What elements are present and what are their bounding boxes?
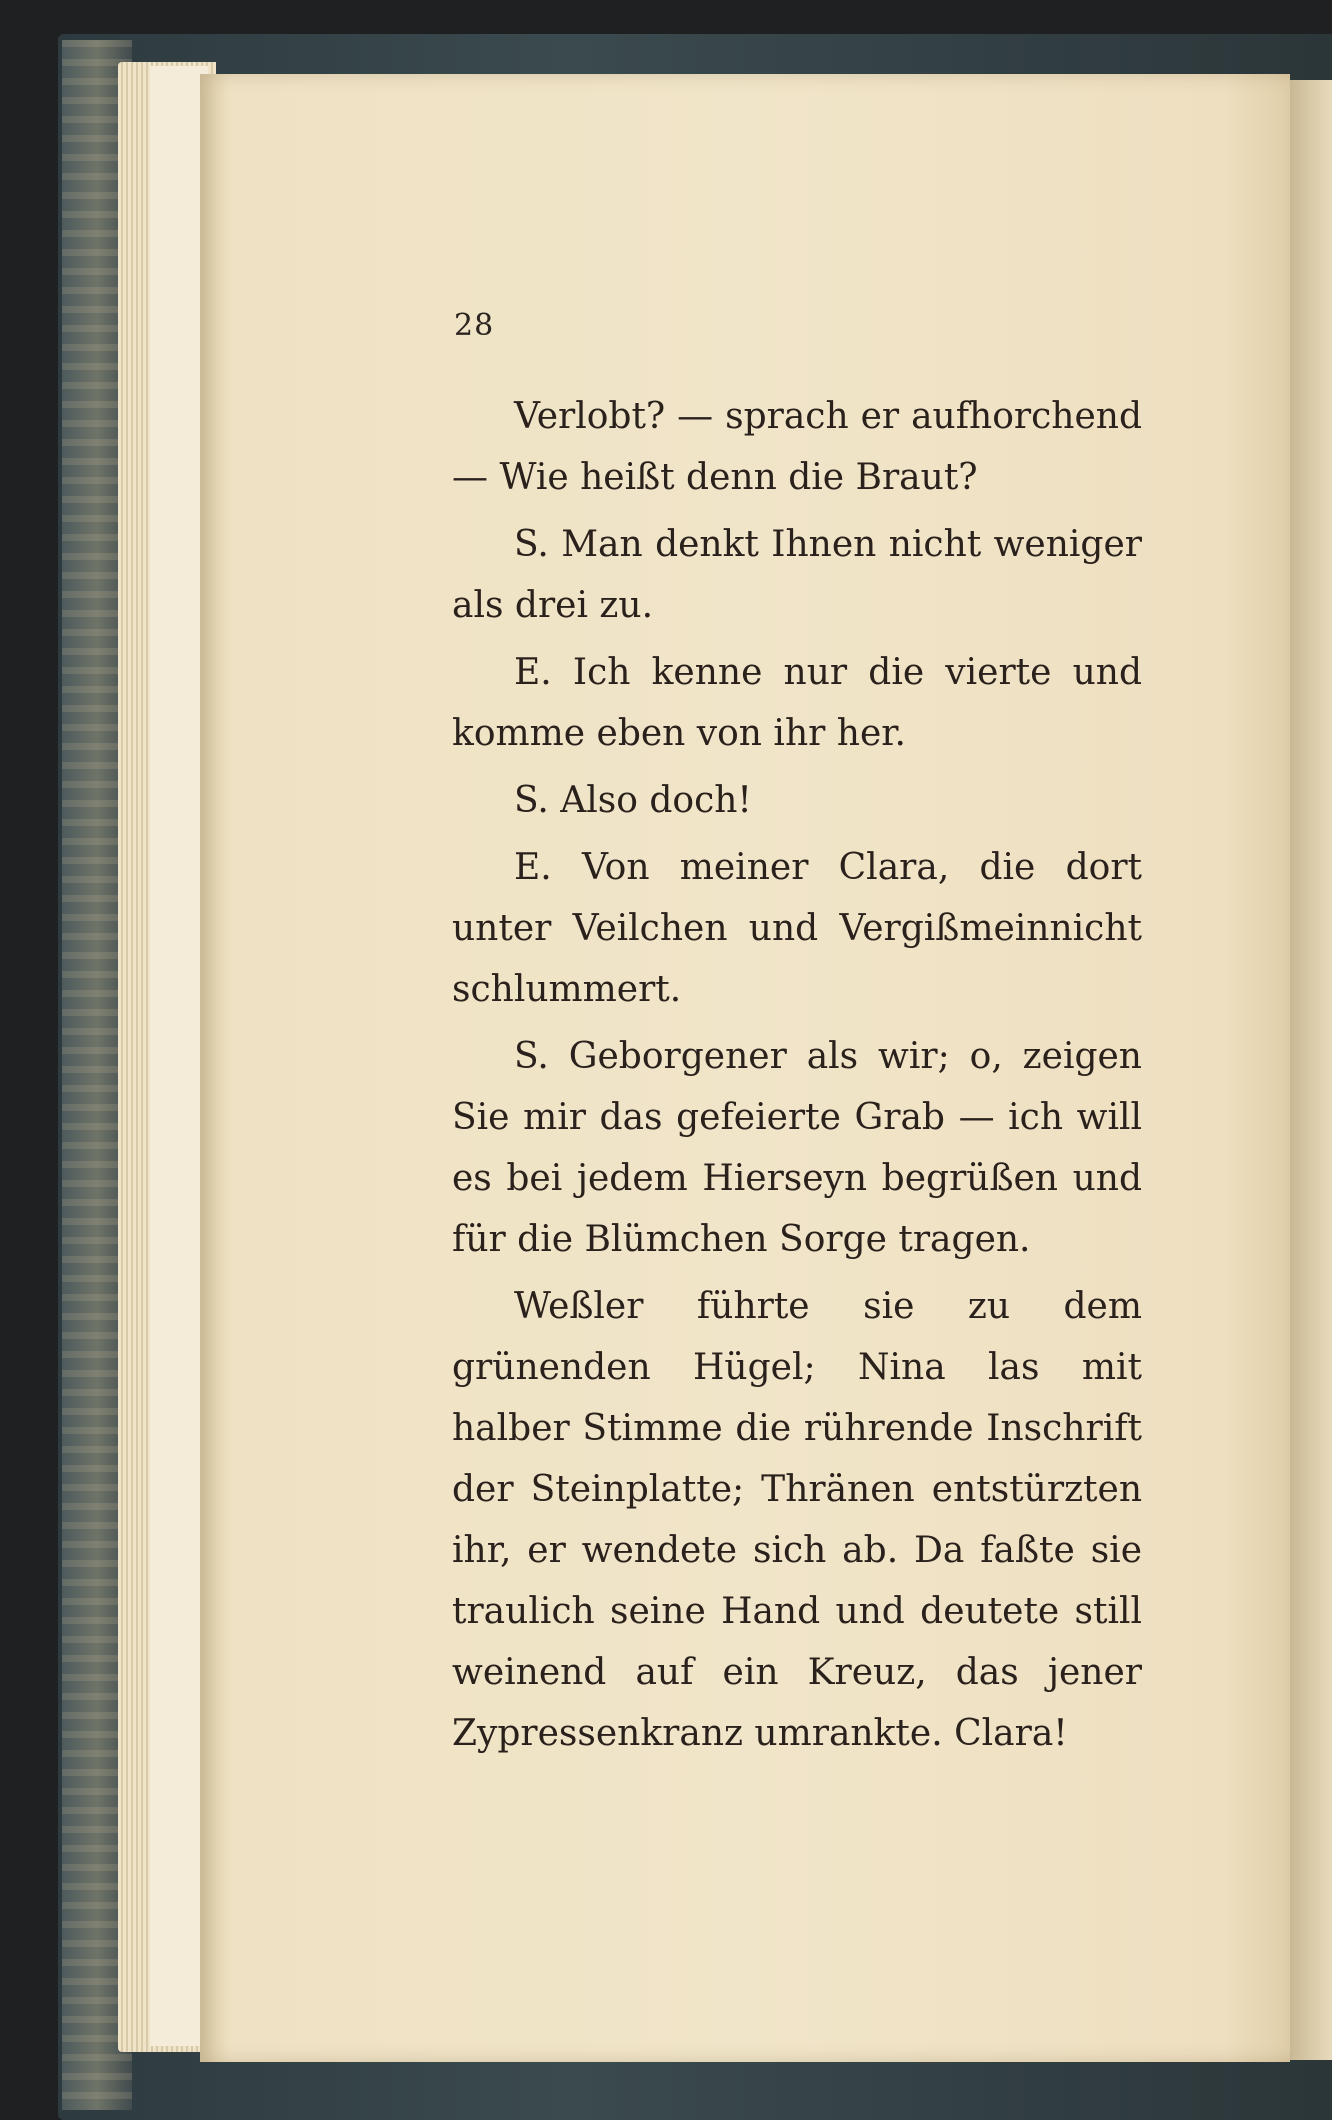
page-text-body bbox=[452, 386, 1142, 1770]
paragraph: Verlobt? — sprach er aufhorchend — Wie heißt denn die Braut? bbox=[452, 396, 1142, 498]
paragraph: E. Ich kenne nur die vierte und komme eben von ihr her. bbox=[452, 652, 1142, 754]
paragraph: Weßler führte sie zu dem grünenden Hügel; Nina las mit halber Stimme die rührende Inschrift der Steinplatte; Thränen entstürzten ihr, er wendete sich ab. Da faßte sie traulich seine Hand und deutete still weinend auf ein Kreuz, das jener Zypressenkranz umrankte. Clara! bbox=[452, 1286, 1142, 1754]
page-number: 28 bbox=[454, 308, 495, 343]
facing-page-edge bbox=[1290, 80, 1332, 2060]
paragraph: S. Geborgener als wir; o, zeigen Sie mir das gefeierte Grab — ich will es bei jedem Hierseyn begrüßen und für die Blümchen Sorge tragen. bbox=[452, 1036, 1142, 1260]
paragraph: E. Von meiner Clara, die dort unter Veilchen und Vergißmeinnicht schlummert. bbox=[452, 847, 1142, 1010]
paragraph: S. Also doch! bbox=[514, 780, 752, 821]
paragraph: S. Man denkt Ihnen nicht weniger als drei zu. bbox=[452, 524, 1142, 626]
